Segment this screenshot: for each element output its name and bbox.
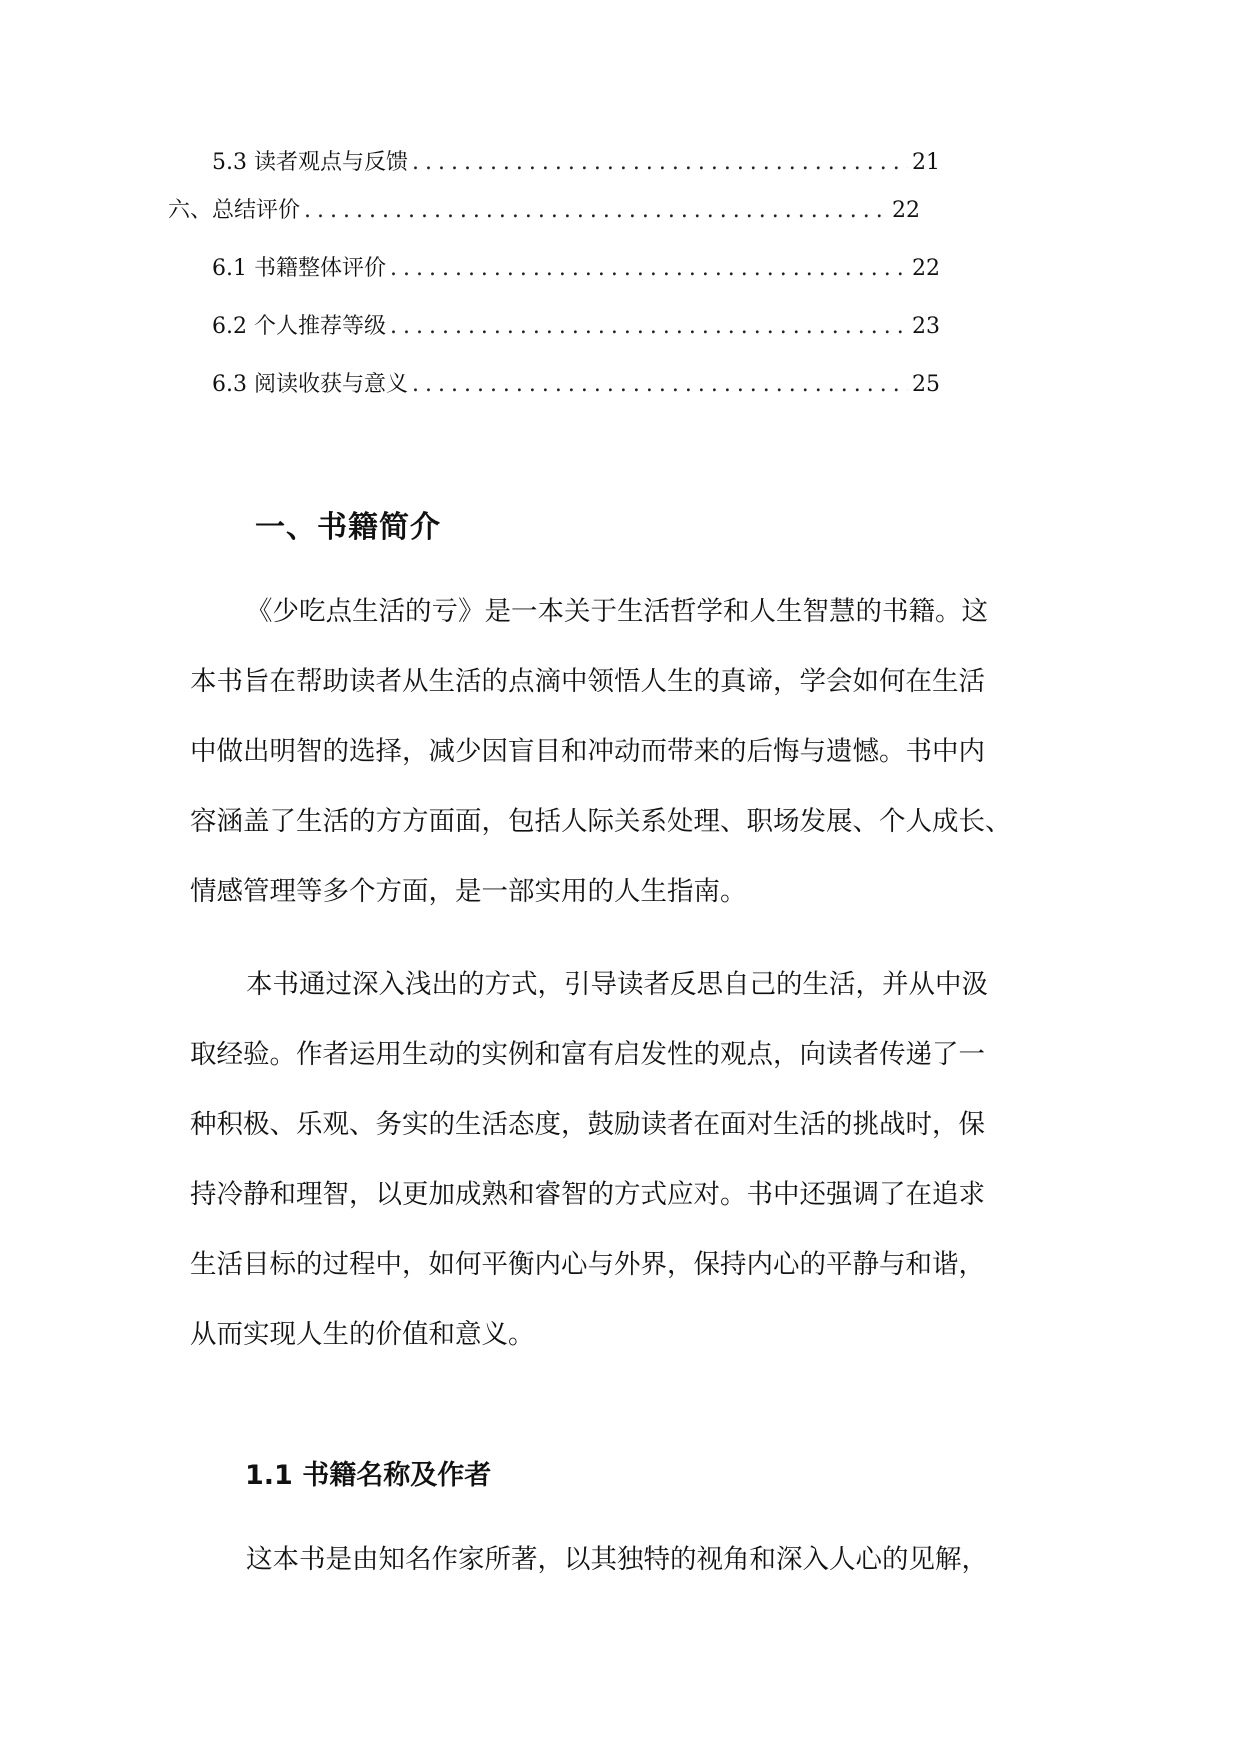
toc-entry-chapter-6[interactable] [168, 196, 920, 226]
toc-leader [412, 148, 908, 178]
paragraph-line: 容涵盖了生活的方方面面，包括人际关系处理、职场发展、个人成长、 [190, 806, 1012, 837]
toc-label: 5.3 读者观点与反馈 [212, 150, 408, 175]
paragraph-line: 持冷静和理智，以更加成熟和睿智的方式应对。书中还强调了在追求 [190, 1179, 985, 1210]
toc-page-number: 22 [912, 256, 940, 281]
paragraph-line: 生活目标的过程中，如何平衡内心与外界，保持内心的平静与和谐， [190, 1249, 985, 1280]
toc-page-number: 21 [912, 150, 940, 175]
toc-entry-5-3[interactable] [212, 148, 940, 178]
subsection-heading: 1.1 书籍名称及作者 [245, 1460, 492, 1491]
section-heading: 一、书籍简介 [255, 510, 441, 545]
toc-leader [412, 370, 908, 400]
toc-label: 6.2 个人推荐等级 [212, 314, 386, 339]
body-paragraph-author [190, 1525, 1056, 1595]
toc-page-number: 22 [892, 198, 920, 223]
toc-label: 6.3 阅读收获与意义 [212, 372, 408, 397]
paragraph-line: 取经验。作者运用生动的实例和富有启发性的观点，向读者传递了一 [190, 1039, 985, 1070]
toc-entry-6-3[interactable] [212, 370, 940, 400]
paragraph-line: 这本书是由知名作家所著，以其独特的视角和深入人心的见解， [246, 1544, 988, 1575]
paragraph-line: 本书旨在帮助读者从生活的点滴中领悟人生的真谛，学会如何在生活 [190, 666, 985, 697]
toc-entry-6-2[interactable] [212, 312, 940, 342]
paragraph-line: 中做出明智的选择，减少因盲目和冲动而带来的后悔与遗憾。书中内 [190, 736, 985, 767]
paragraph-line: 种积极、乐观、务实的生活态度，鼓励读者在面对生活的挑战时，保 [190, 1109, 985, 1140]
paragraph-line: 《少吃点生活的亏》是一本关于生活哲学和人生智慧的书籍。这 [246, 596, 988, 627]
toc-leader [390, 312, 908, 342]
toc-label: 六、总结评价 [168, 198, 301, 223]
toc-page-number: 25 [912, 372, 940, 397]
toc-entry-6-1[interactable] [212, 254, 940, 284]
toc-leader [304, 196, 888, 226]
paragraph-line: 本书通过深入浅出的方式，引导读者反思自己的生活，并从中汲 [246, 969, 988, 1000]
paragraph-line: 从而实现人生的价值和意义。 [190, 1319, 535, 1350]
paragraph-line: 情感管理等多个方面，是一部实用的人生指南。 [190, 876, 747, 907]
toc-page-number: 23 [912, 314, 940, 339]
toc-leader [390, 254, 908, 284]
toc-label: 6.1 书籍整体评价 [212, 256, 386, 281]
body-paragraph-approach [190, 950, 1056, 1370]
body-paragraph-intro [190, 577, 1056, 927]
